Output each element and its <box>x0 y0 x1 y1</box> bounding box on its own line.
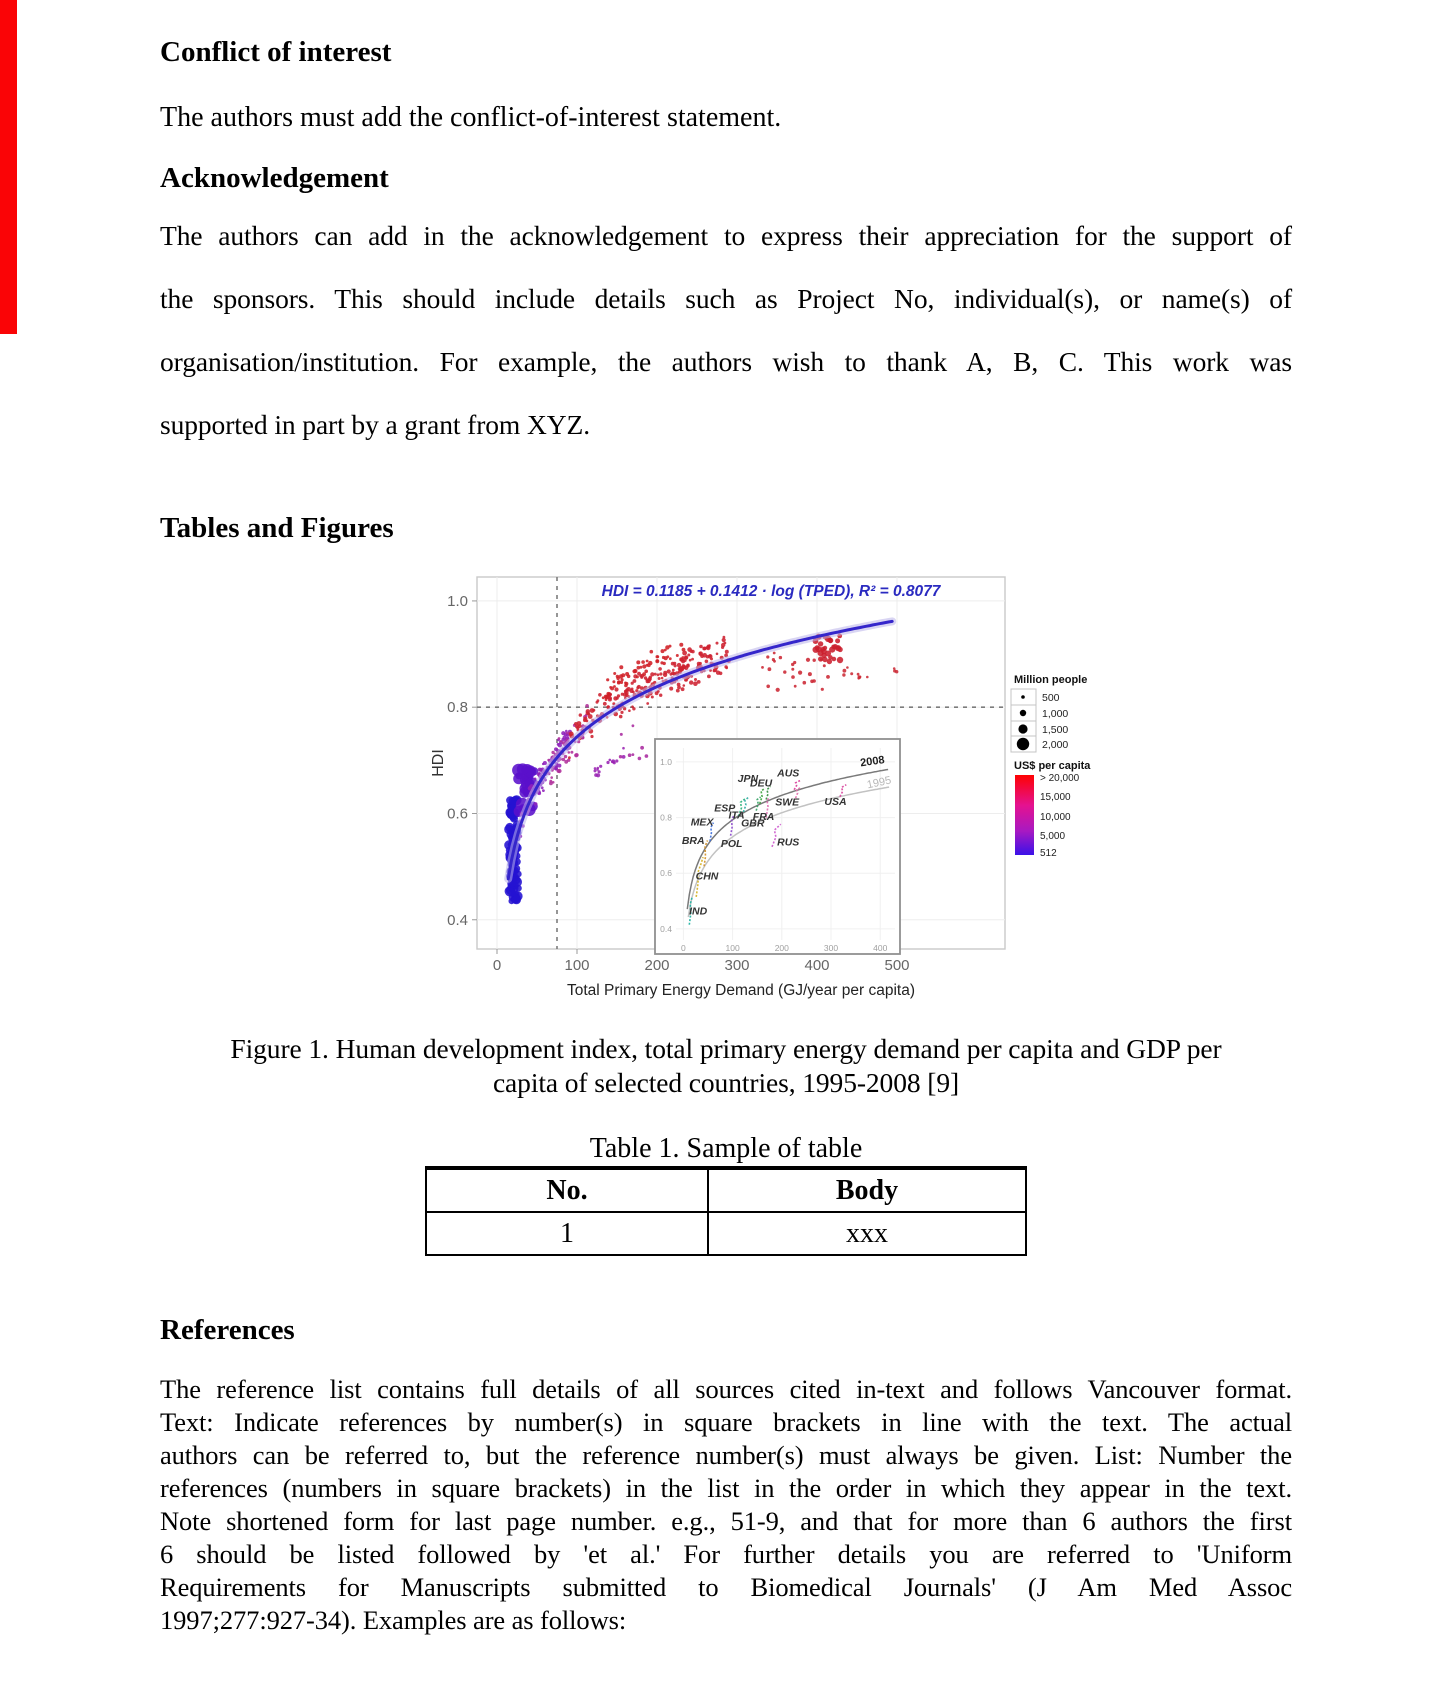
svg-text:HDI = 0.1185 + 0.1412 · log (T: HDI = 0.1185 + 0.1412 · log (TPED), R² = 0.8077 <box>601 583 941 600</box>
text-line: The reference list contains full details of all sources cited in-text and follows Vancouver format. <box>160 1374 1292 1404</box>
hdi-energy-scatter-chart <box>423 532 1123 1012</box>
text-line: capita of selected countries, 1995-2008 [9] <box>492 1067 960 1098</box>
svg-text:5,000: 5,000 <box>1040 831 1066 842</box>
table-header-no: No. <box>426 1168 708 1212</box>
svg-text:> 20,000: > 20,000 <box>1040 773 1080 784</box>
conflict-paragraph: The authors must add the conflict-of-interest statement. <box>160 102 782 133</box>
text-line: the sponsors. This should include details such as Project No, individual(s), or name(s) of <box>160 283 1292 314</box>
svg-text:0: 0 <box>492 957 502 974</box>
svg-text:JPN: JPN <box>737 772 759 785</box>
text-line: organisation/institution. For example, the authors wish to thank A, B, C. This work was <box>160 346 1292 377</box>
svg-text:US$ per capita: US$ per capita <box>1014 760 1091 772</box>
svg-text:GBR: GBR <box>741 817 765 830</box>
svg-text:SWE: SWE <box>775 796 800 809</box>
section-heading-references: References <box>160 1314 295 1346</box>
text-line: The authors can add in the acknowledgement to express their appreciation for the support of <box>160 220 1292 251</box>
text-line: Figure 1. Human development index, total primary energy demand per capita and GDP per <box>230 1033 1222 1064</box>
svg-text:1995: 1995 <box>865 774 893 792</box>
svg-text:400: 400 <box>873 943 888 953</box>
svg-text:1,000: 1,000 <box>1042 708 1069 720</box>
references-paragraph <box>160 1373 1292 1637</box>
svg-text:500: 500 <box>1042 692 1060 704</box>
figure-caption <box>160 1032 1292 1100</box>
text-line: Text: Indicate references by number(s) in square brackets in line with the text. The actual <box>160 1407 1292 1437</box>
svg-text:0.6: 0.6 <box>447 805 468 823</box>
svg-text:200: 200 <box>774 943 789 953</box>
table-header-body: Body <box>708 1168 1026 1212</box>
svg-text:2,000: 2,000 <box>1042 739 1069 751</box>
left-edge-marker <box>0 0 17 334</box>
svg-text:0.4: 0.4 <box>447 911 468 929</box>
svg-text:RUS: RUS <box>777 836 800 849</box>
svg-text:USA: USA <box>824 796 847 809</box>
svg-text:Million people: Million people <box>1014 674 1088 686</box>
section-heading-acknowledgement: Acknowledgement <box>160 162 389 194</box>
svg-text:100: 100 <box>725 943 740 953</box>
svg-text:FRA: FRA <box>752 810 775 823</box>
table-header-row <box>426 1168 1026 1212</box>
svg-text:400: 400 <box>804 957 830 974</box>
svg-text:IND: IND <box>689 905 708 918</box>
equation-annotation <box>602 583 942 600</box>
svg-text:Total Primary Energy Demand (G: Total Primary Energy Demand (GJ/year per capita) <box>566 982 916 999</box>
text-line: Requirements for Manuscripts submitted to Biomedical Journals' (J Am Med Assoc <box>160 1572 1292 1602</box>
svg-text:300: 300 <box>823 943 839 953</box>
svg-text:1.0: 1.0 <box>660 756 672 767</box>
table-cell-no: 1 <box>426 1212 708 1255</box>
svg-text:HDI: HDI <box>430 749 447 777</box>
svg-text:0.6: 0.6 <box>660 868 672 879</box>
svg-text:AUS: AUS <box>777 767 800 780</box>
text-line: Note shortened form for last page number. e.g., 51-9, and that for more than 6 authors the first <box>160 1506 1292 1536</box>
svg-text:15,000: 15,000 <box>1040 792 1071 803</box>
svg-text:200: 200 <box>644 957 670 974</box>
text-line: authors can be referred to, but the reference number(s) must always be given. List: Number the <box>160 1440 1292 1470</box>
table-caption: Table 1. Sample of table <box>589 1133 863 1164</box>
svg-text:BRA: BRA <box>681 835 705 847</box>
svg-text:MEX: MEX <box>690 816 714 829</box>
svg-text:DEU: DEU <box>750 777 773 790</box>
svg-text:0.8: 0.8 <box>447 699 468 717</box>
acknowledgement-paragraph <box>160 204 1292 456</box>
section-heading-tables-and-figures: Tables and Figures <box>160 512 394 544</box>
text-line: 6 should be listed followed by 'et al.' For further details you are referred to 'Uniform <box>160 1539 1292 1569</box>
section-heading-conflict-of-interest: Conflict of interest <box>160 36 392 68</box>
figure-1-chart <box>423 532 1123 1012</box>
svg-text:100: 100 <box>564 957 590 974</box>
svg-text:0.8: 0.8 <box>660 812 672 823</box>
svg-text:ESP: ESP <box>714 802 736 815</box>
table-cell-body: xxx <box>708 1212 1026 1255</box>
inset-chart <box>655 739 900 954</box>
text-line: 1997;277:927-34). Examples are as follows: <box>160 1605 627 1635</box>
svg-text:POL: POL <box>720 837 743 850</box>
size-legend <box>1011 674 1087 752</box>
svg-text:0.4: 0.4 <box>660 923 672 934</box>
text-line: supported in part by a grant from XYZ. <box>160 409 590 440</box>
svg-text:0: 0 <box>681 943 686 953</box>
table-row <box>426 1212 1026 1255</box>
text-line: references (numbers in square brackets) in the list in the order in which they appear in the text. <box>160 1473 1292 1503</box>
svg-text:1.0: 1.0 <box>447 592 468 610</box>
svg-text:10,000: 10,000 <box>1040 812 1071 823</box>
document-page <box>160 36 1292 1637</box>
svg-text:ITA: ITA <box>728 809 745 822</box>
svg-text:1,500: 1,500 <box>1042 724 1069 736</box>
color-legend <box>1014 760 1091 859</box>
svg-text:2008: 2008 <box>859 754 886 770</box>
svg-text:500: 500 <box>884 957 910 974</box>
svg-text:512: 512 <box>1040 848 1057 859</box>
svg-text:CHN: CHN <box>695 870 719 883</box>
svg-text:300: 300 <box>724 957 750 974</box>
sample-table <box>425 1166 1027 1256</box>
